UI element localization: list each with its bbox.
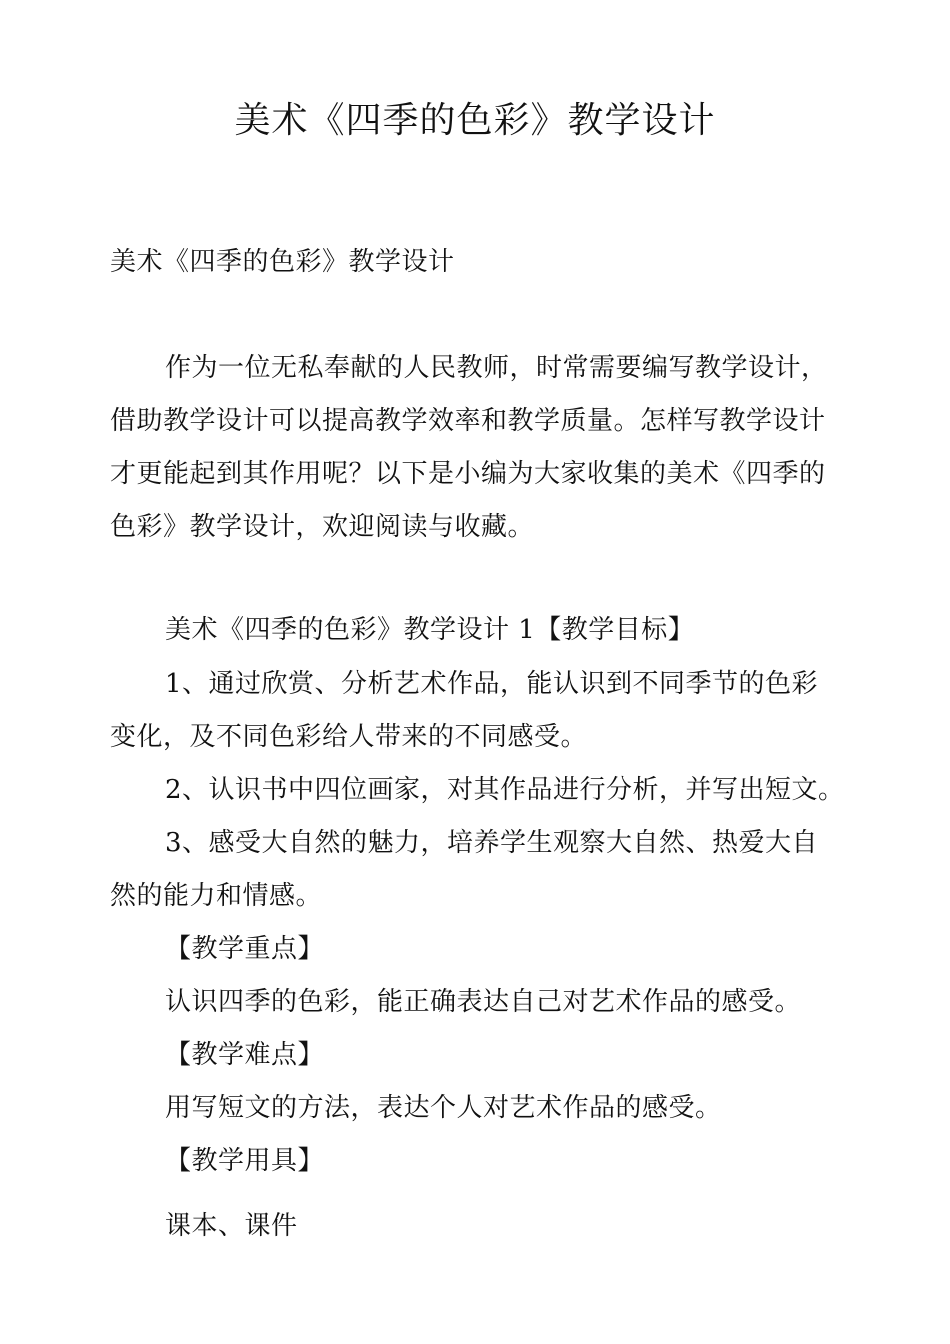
- key-point-text: 认识四季的色彩，能正确表达自己对艺术作品的感受。: [165, 987, 802, 1017]
- tools-heading: 【教学用具】: [165, 1146, 325, 1176]
- intro-line-4: 色彩》教学设计，欢迎阅读与收藏。: [110, 512, 535, 542]
- intro-line-1: 作为一位无私奉献的人民教师，时常需要编写教学设计，: [165, 353, 828, 383]
- intro-line-3: 才更能起到其作用呢？以下是小编为大家收集的美术《四季的: [110, 459, 826, 489]
- difficulty-heading: 【教学难点】: [165, 1040, 325, 1070]
- intro-line-2: 借助教学设计可以提高教学效率和教学质量。怎样写教学设计: [110, 406, 826, 436]
- goal-line-1: 1、通过欣赏、分析艺术作品，能认识到不同季节的色彩: [165, 669, 819, 699]
- goal-line-5: 然的能力和情感。: [110, 881, 323, 911]
- goal-line-4: 3、感受大自然的魅力，培养学生观察大自然、热爱大自: [165, 828, 819, 858]
- section-heading: 美术《四季的色彩》教学设计 1【教学目标】: [165, 615, 695, 645]
- goal-line-3: 2、认识书中四位画家，对其作品进行分析，并写出短文。: [165, 775, 845, 805]
- tools-text: 课本、课件: [165, 1211, 298, 1241]
- key-point-heading: 【教学重点】: [165, 934, 325, 964]
- document-subtitle: 美术《四季的色彩》教学设计: [110, 247, 455, 277]
- difficulty-text: 用写短文的方法，表达个人对艺术作品的感受。: [165, 1093, 722, 1123]
- page-title: 美术《四季的色彩》教学设计: [234, 100, 716, 141]
- goal-line-2: 变化，及不同色彩给人带来的不同感受。: [110, 722, 588, 752]
